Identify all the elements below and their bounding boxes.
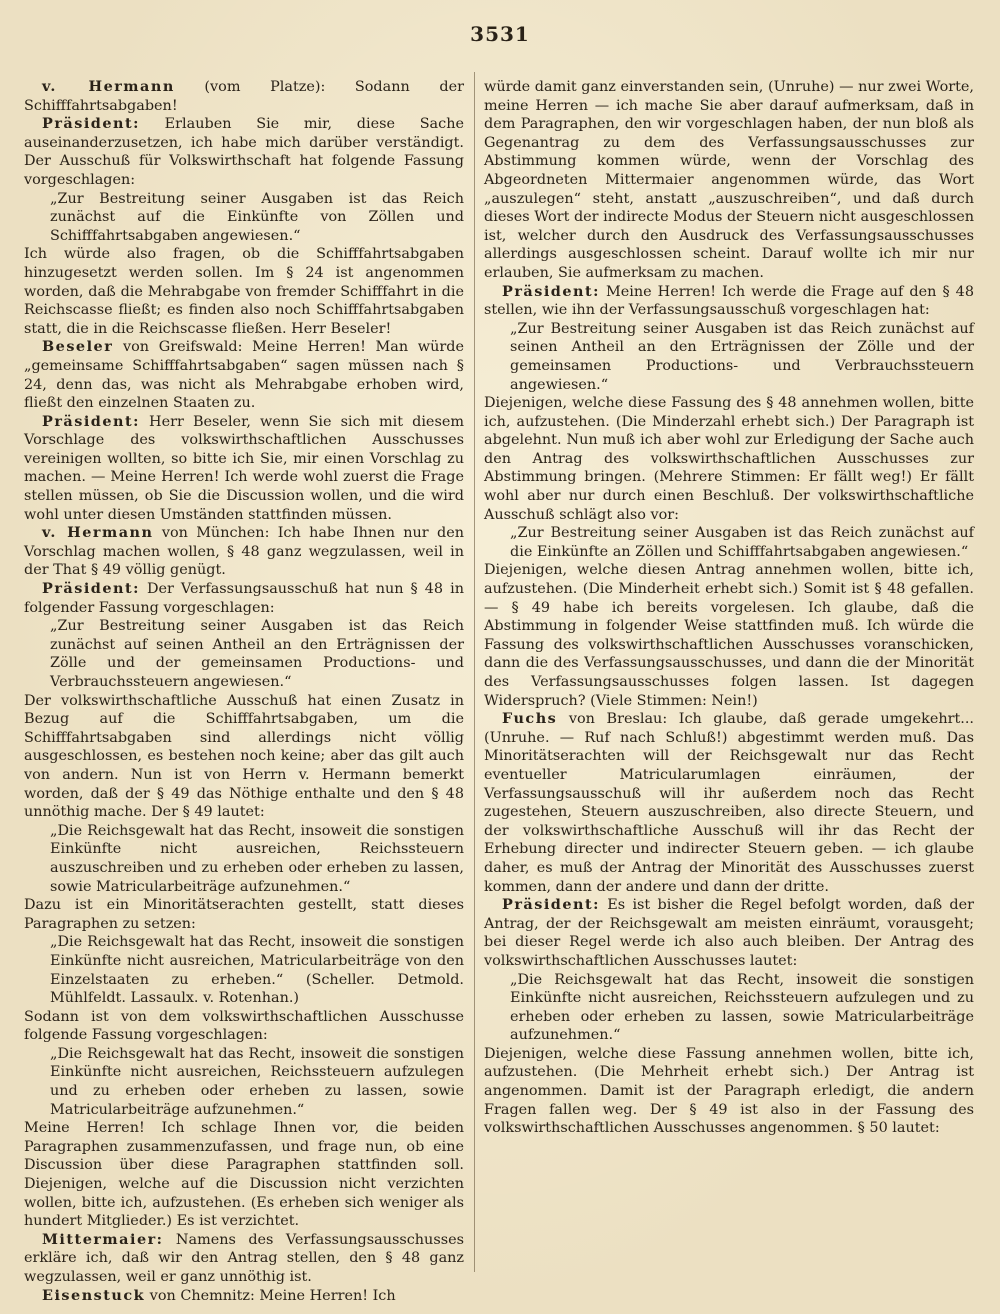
speech-text: von München: Ich habe Ihnen nur den Vorschlag machen wollen, § 48 ganz wegzulassen, weil in der That § 49 völlig genügt. bbox=[24, 525, 465, 579]
body-paragraph: würde damit ganz einverstanden sein, (Unruhe) — nur zwei Worte, meine Herren — ich mache Sie aber darauf aufmerksam, daß in dem Paragraphen, den wir vorgeschlagen haben, der nun bloß als Gegenantrag zu dem des Verfassungsausschusses zur Abstimmung kommen würde, wenn der Vorschlag des Abgeordneten Mittermaier angenommen würde, das Wort „auszulegen“ steht, anstatt „auszuschreiben“, und daß durch dieses Wort der indirecte Modus der Steuern nicht ausgeschlossen ist, welcher durch den Ausdruck des Verfassungsausschusses allerdings ausgeschlossen scheint. Darauf wollte ich mir nur erlauben, Sie aufmerksam zu machen. bbox=[484, 79, 974, 281]
quoted-text: „Zur Bestreitung seiner Ausgaben ist das Reich zunächst auf die Einkünfte an Zöllen und Schifffahrtsabgaben angewiesen.“ bbox=[510, 525, 974, 560]
speech-paragraph bbox=[24, 524, 464, 580]
speaker-name: Präsident: bbox=[502, 896, 600, 914]
quoted-text: „Die Reichsgewalt hat das Recht, insoweit die sonstigen Einkünfte nicht ausreichen, Reichssteuern auszuschreiben und zu erheben oder erheben zu lassen, sowie Matricularbeiträge aufzunehmen.“ bbox=[50, 822, 464, 895]
speech-text: von Chemnitz: Meine Herren! Ich bbox=[145, 1287, 396, 1304]
quoted-text: „Die Reichsgewalt hat das Recht, insoweit die sonstigen Einkünfte nicht ausreichen, Reichssteuern aufzulegen und zu erheben oder erheben zu lassen, sowie Matricularbeiträge aufzunehmen.“ bbox=[510, 971, 974, 1044]
speech-text: Der Verfassungsausschuß hat nun § 48 in folgender Fassung vorgeschlagen: bbox=[24, 581, 464, 616]
body-paragraph: Diejenigen, welche diese Fassung annehmen wollen, bitte ich, aufzustehen. (Die Mehrheit erhebt sich.) Der Antrag ist angenommen. Damit ist der Paragraph erledigt, die andern Fragen fallen weg. Der § 49 ist also in der Fassung des volkswirthschaftlichen Ausschusses angenommen. § 50 lautet: bbox=[484, 1045, 974, 1137]
speech-paragraph bbox=[24, 115, 464, 189]
speech-paragraph bbox=[24, 78, 464, 115]
quoted-text: „Zur Bestreitung seiner Ausgaben ist das Reich zunächst auf seinen Antheil an den Erträgnissen der Zölle und der gemeinsamen Productions- und Verbrauchssteuern angewiesen.“ bbox=[50, 618, 464, 690]
speech-paragraph bbox=[24, 1287, 464, 1306]
speaker-name: Präsident: bbox=[42, 412, 140, 430]
speaker-name: v. Hermann bbox=[42, 78, 175, 95]
speaker-name: v. Hermann bbox=[42, 524, 154, 542]
speech-paragraph bbox=[484, 283, 974, 320]
speech-text: von Breslau: Ich glaube, daß gerade umgekehrt... (Unruhe. — Ruf nach Schluß!) abgestimmt werden muß. Das Minoritätserachten will der Reichsgewalt nur das Recht eventueller Matricularumlagen einräumen, der Verfassungsausschuß will ihr außerdem noch das Recht zugestehen, Steuern auszuschreiben, also directe Steuern, und der volkswirthschaftliche Ausschuß will ihr das Recht der Erhebung directer und indirecter Steuern geben. — ich glaube daher, es muß der Antrag der Minorität des Ausschusses zuerst kommen, dann der andere und dann der dritte. bbox=[484, 711, 974, 895]
body-paragraph: Meine Herren! Ich schlage Ihnen vor, die beiden Paragraphen zusammenzufassen, und frage nun, ob eine Discussion über diese Paragraphen stattfinden soll. Diejenigen, welche auf die Discussion nicht verzichten wollen, bitte ich, aufzustehen. (Es erheben sich weniger als hundert Mitglieder.) Es ist verzichtet. bbox=[24, 1120, 464, 1230]
speaker-name: Beseler bbox=[42, 338, 114, 356]
speaker-name: Präsident: bbox=[42, 580, 140, 598]
left-column bbox=[24, 78, 464, 1305]
speaker-name: Fuchs bbox=[502, 710, 558, 728]
speech-paragraph bbox=[484, 710, 974, 896]
right-column bbox=[484, 78, 974, 1138]
speech-paragraph bbox=[24, 413, 464, 525]
speech-text: Herr Beseler, wenn Sie sich mit diesem Vorschlage des volkswirthschaftlichen Ausschusses vereinigen wollten, so bitte ich Sie, mir einen Vorschlag zu machen. — Meine Herren! Ich werde wohl zuerst die Frage stellen müssen, ob Sie die Discussion wollen, und die wird wohl unter diesen Umständen stattfinden müssen. bbox=[24, 413, 464, 523]
quoted-text: „Zur Bestreitung seiner Ausgaben ist das Reich zunächst auf seinen Antheil an den Erträgnissen der Zölle und der gemeinsamen Productions- und Verbrauchssteuern angewiesen.“ bbox=[510, 320, 974, 393]
speech-paragraph bbox=[24, 580, 464, 617]
speaker-name: Präsident: bbox=[42, 115, 140, 133]
speech-paragraph bbox=[484, 896, 974, 970]
speech-text: Meine Herren! Ich werde die Frage auf den § 48 stellen, wie ihn der Verfassungsausschuß vorgeschlagen hat: bbox=[484, 283, 974, 319]
speech-paragraph bbox=[24, 1231, 464, 1287]
body-paragraph: Sodann ist von dem volkswirthschaftlichen Ausschusse folgende Fassung vorgeschlagen: bbox=[24, 1008, 464, 1044]
speech-text: Erlauben Sie mir, diese Sache auseinanderzusetzen, ich habe mich darüber verständigt. Der Ausschuß für Volkswirthschaft hat folgende Fassung vorgeschlagen: bbox=[24, 116, 464, 188]
speech-text: von Greifswald: Meine Herren! Man würde „gemeinsame Schifffahrtsabgaben“ sagen müssen nach § 24, denn das, was nicht als Mehrabgabe erhoben wird, fließt den einzelnen Staaten zu. bbox=[24, 339, 464, 412]
quoted-text: „Zur Bestreitung seiner Ausgaben ist das Reich zunächst auf die Einkünfte von Zöllen und Schifffahrtsabgaben angewiesen.“ bbox=[50, 190, 464, 244]
quoted-text: „Die Reichsgewalt hat das Recht, insoweit die sonstigen Einkünfte nicht ausreichen, Reichssteuern aufzulegen und zu erheben oder erheben zu lassen, sowie Matricularbeiträge aufzunehmen.“ bbox=[50, 1045, 464, 1118]
speech-paragraph bbox=[24, 338, 464, 412]
speech-text: (vom Platze): Sodann der Schifffahrtsabgaben! bbox=[24, 79, 464, 114]
body-paragraph: Diejenigen, welche diesen Antrag annehmen wollen, bitte ich, aufzustehen. (Die Minderheit erhebt sich.) Somit ist § 48 gefallen. — § 49 habe ich bereits vorgelesen. Ich glaube, daß die Abstimmung in folgender Weise stattfinden muß. Ich würde die Fassung des volkswirthschaftlichen Ausschusses voranschicken, dann die des Verfassungsausschusses, und dann die der Minorität des Verfassungsausschusses folgen lassen. Ist dagegen Widerspruch? (Viele Stimmen: Nein!) bbox=[484, 562, 974, 709]
body-paragraph: Diejenigen, welche diese Fassung des § 48 annehmen wollen, bitte ich, aufzustehen. (Die Minderzahl erhebt sich.) Der Paragraph ist abgelehnt. Nun muß ich aber wohl zur Erledigung der Sache auch den Antrag des volkswirthschaftlichen Ausschusses zur Abstimmung bringen. (Mehrere Stimmen: Er fällt weg!) Er fällt wohl aber nur durch einen Beschluß. Der volkswirthschaftliche Ausschuß schlägt also vor: bbox=[484, 395, 974, 523]
body-paragraph: Dazu ist ein Minoritätserachten gestellt, statt dieses Paragraphen zu setzen: bbox=[24, 897, 464, 932]
body-paragraph: Der volkswirthschaftliche Ausschuß hat einen Zusatz in Bezug auf die Schifffahrtsabgaben, um die Schifffahrtsabgaben sind allerdings nicht völlig ausgeschlossen, es bestehen noch keine; aber das gilt auch von andern. Nun ist von Herrn v. Hermann bemerkt worden, daß der § 49 das Nöthige enthalte und den § 48 unnöthig mache. Der § 49 lautet: bbox=[24, 692, 464, 821]
page-number: 3531 bbox=[470, 22, 530, 46]
speech-text: Namens des Verfassungsausschusses erkläre ich, daß wir den Antrag stellen, den § 48 ganz wegzulassen, weil er ganz unnöthig ist. bbox=[24, 1231, 464, 1285]
speaker-name: Mittermaier: bbox=[42, 1230, 164, 1248]
speech-text: Es ist bisher die Regel befolgt worden, daß der Antrag, der der Reichsgewalt am meisten einräumt, vorausgeht; bei dieser Regel werde ich also auch bleiben. Der Antrag des volkswirthschaftlichen Ausschusses lautet: bbox=[484, 897, 974, 969]
speaker-name: Eisenstuck bbox=[42, 1286, 146, 1304]
column-divider bbox=[474, 72, 475, 1272]
speaker-name: Präsident: bbox=[502, 282, 600, 300]
body-paragraph: Ich würde also fragen, ob die Schifffahrtsabgaben hinzugesetzt werden sollen. Im § 24 ist angenommen worden, daß die Mehrabgabe von fremder Schifffahrt in die Reichscasse fließt; es finden also noch Schifffahrtsabgaben statt, die in die Reichscasse fließen. Herr Beseler! bbox=[24, 246, 464, 337]
quoted-text: „Die Reichsgewalt hat das Recht, insoweit die sonstigen Einkünfte nicht ausreichen, Matricularbeiträge von den Einzelstaaten zu erheben.“ (Scheller. Detmold. Mühlfeldt. Lassaulx. v. Rotenhan.) bbox=[50, 934, 464, 1007]
